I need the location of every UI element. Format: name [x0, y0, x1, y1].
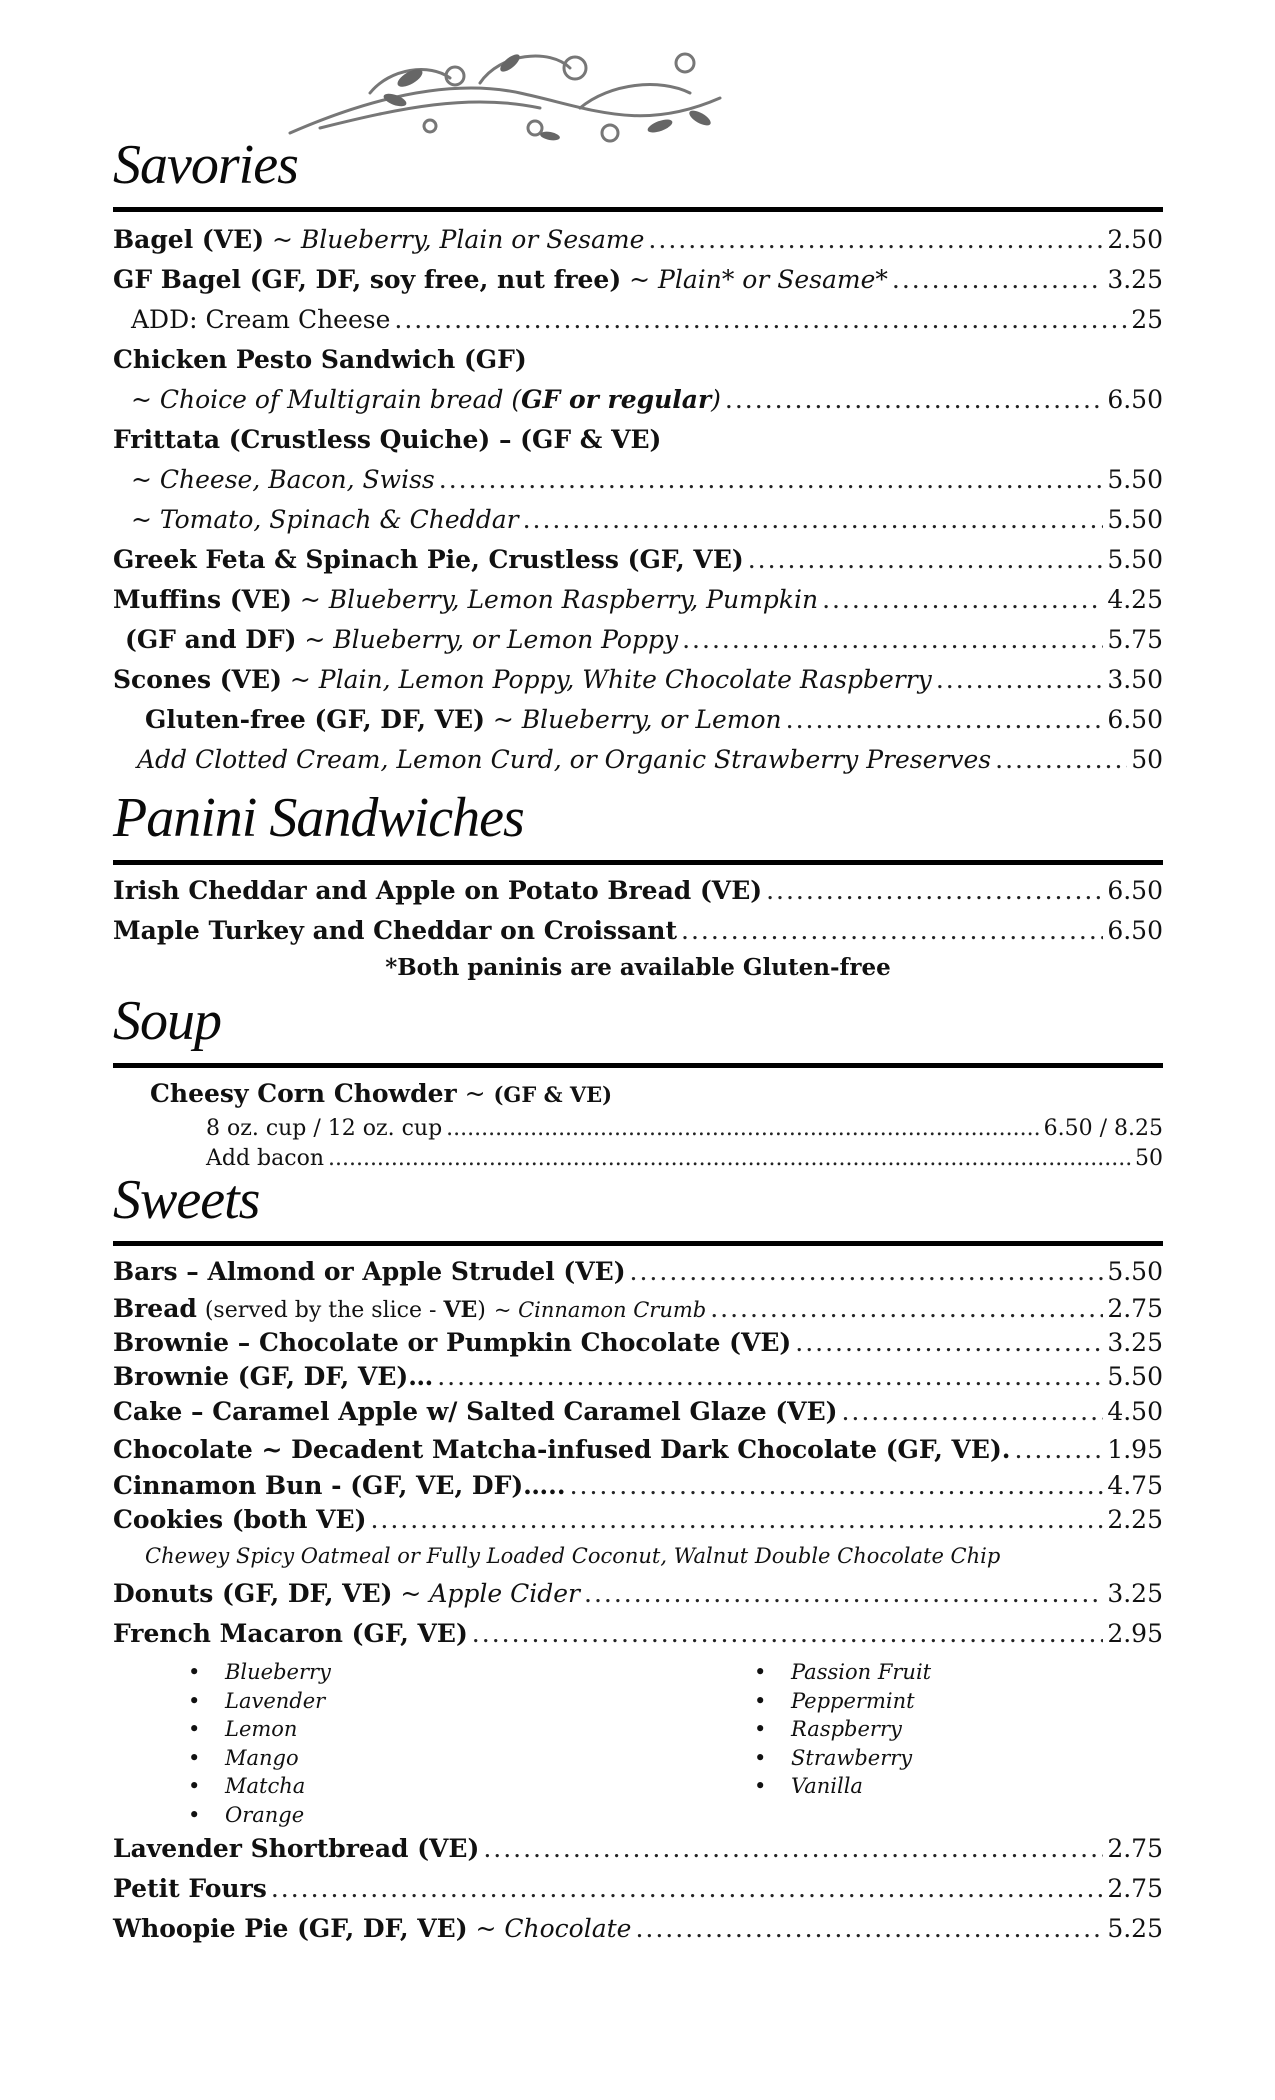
- menu-item-chocolate: [113, 1430, 1163, 1470]
- item-desc: ~ Cheese, Bacon, Swiss: [131, 465, 435, 494]
- menu-item-petit-fours: [113, 1869, 1163, 1909]
- divider-rule: [113, 860, 1163, 865]
- item-desc: ~ Blueberry, or Lemon Poppy: [304, 625, 679, 654]
- item-price: 4.75: [1107, 1471, 1163, 1500]
- item-price: 6.50: [1107, 876, 1163, 905]
- item-name: Bars – Almond or Apple Strudel (VE): [113, 1257, 626, 1286]
- item-price: 5.50: [1107, 1257, 1163, 1286]
- divider-rule: [113, 207, 1163, 212]
- item-detail-bold: VE: [443, 1297, 478, 1323]
- item-name: Gluten-free (GF, DF, VE): [145, 705, 485, 734]
- item-price: 2.25: [1107, 1505, 1163, 1534]
- panini-list: [113, 871, 1163, 985]
- item-name: Maple Turkey and Cheddar on Croissant: [113, 916, 678, 945]
- list-item: • Orange: [188, 1801, 754, 1830]
- item-name: Lavender Shortbread (VE): [113, 1834, 480, 1863]
- menu-item-brownie: [113, 1326, 1163, 1360]
- macaron-flavor-list: [113, 1658, 1163, 1829]
- item-desc: ~ Apple Cider: [400, 1579, 580, 1608]
- item-price: 3.50: [1107, 665, 1163, 694]
- item-price: 5.50: [1107, 545, 1163, 574]
- item-price: 50: [1135, 1146, 1163, 1171]
- menu-item-frittata-cheese: [113, 460, 1163, 500]
- menu-item-bars: [113, 1252, 1163, 1292]
- item-name: Cheesy Corn Chowder: [150, 1079, 457, 1108]
- floral-ornament-icon: [280, 38, 740, 148]
- menu-item-bread: [113, 1292, 1163, 1326]
- item-name: 8 oz. cup / 12 oz. cup: [206, 1116, 443, 1141]
- soup-list: [113, 1074, 1163, 1174]
- item-name: Brownie – Chocolate or Pumpkin Chocolate (VE): [113, 1328, 792, 1357]
- menu-item-brownie-gf: [113, 1360, 1163, 1394]
- item-desc: ~ Chocolate: [475, 1914, 632, 1943]
- item-price: 25: [1131, 305, 1163, 334]
- menu-item-pesto-option: [113, 380, 1163, 420]
- item-name: Bread: [113, 1294, 197, 1323]
- item-price: 6.50: [1107, 705, 1163, 734]
- item-price: 3.25: [1107, 265, 1163, 294]
- menu-item-cinnamon-bun: [113, 1470, 1163, 1502]
- cookies-note: Chewey Spicy Oatmeal or Fully Loaded Coconut, Walnut Double Chocolate Chip: [145, 1544, 1001, 1568]
- flavor-column-right: [754, 1658, 931, 1829]
- item-name: Donuts (GF, DF, VE): [113, 1579, 393, 1608]
- item-name: Cake – Caramel Apple w/ Salted Caramel Glaze (VE): [113, 1397, 838, 1426]
- menu-item-cookies: [113, 1502, 1163, 1538]
- item-desc: Add Clotted Cream, Lemon Curd, or Organic Strawberry Preserves: [137, 745, 992, 774]
- menu-item-muffins: [113, 580, 1163, 620]
- menu-item-corn-chowder: [113, 1074, 1163, 1114]
- menu-item-muffins-gf: [113, 620, 1163, 660]
- item-name: Bagel (VE): [113, 225, 265, 254]
- item-name: Irish Cheddar and Apple on Potato Bread (VE): [113, 876, 763, 905]
- menu-item-irish-cheddar: [113, 871, 1163, 911]
- item-name: GF Bagel (GF, DF, soy free, nut free): [113, 265, 622, 294]
- menu-item-cream-cheese: [113, 300, 1163, 340]
- menu-item-feta: [113, 540, 1163, 580]
- list-item: • Blueberry: [188, 1658, 754, 1687]
- item-name: Frittata (Crustless Quiche) – (GF & VE): [113, 425, 662, 454]
- flavor-column-left: [188, 1658, 754, 1829]
- list-item: • Strawberry: [754, 1744, 931, 1773]
- item-price: 2.50: [1107, 225, 1163, 254]
- menu-item-bagel: [113, 220, 1163, 260]
- menu-item-add-bacon: [113, 1144, 1163, 1174]
- item-name: ADD: Cream Cheese: [131, 305, 391, 334]
- menu-item-maple-turkey: [113, 911, 1163, 951]
- item-desc: ~ Cinnamon Crumb: [493, 1298, 707, 1322]
- item-separator: ~: [464, 1079, 486, 1108]
- item-price: 5.25: [1107, 1914, 1163, 1943]
- menu-item-shortbread: [113, 1829, 1163, 1869]
- item-price: 6.50: [1107, 916, 1163, 945]
- item-price: 1.95: [1107, 1435, 1163, 1464]
- menu-item-macaron: [113, 1614, 1163, 1654]
- menu-item-pesto: [113, 340, 1163, 380]
- item-price: 3.25: [1107, 1328, 1163, 1357]
- menu-item-soup-cup: [113, 1114, 1163, 1144]
- item-name: Cookies (both VE): [113, 1505, 367, 1534]
- item-desc: ~ Plain, Lemon Poppy, White Chocolate Raspberry: [289, 665, 932, 694]
- menu-item-scones: [113, 660, 1163, 700]
- item-name: Petit Fours: [113, 1874, 267, 1903]
- item-name: French Macaron (GF, VE): [113, 1619, 468, 1648]
- menu-item-frittata: [113, 420, 1163, 460]
- sweets-list: [113, 1252, 1163, 1949]
- section-title-soup: Soup: [113, 990, 221, 1052]
- item-tags: (GF & VE): [493, 1082, 613, 1107]
- list-item: • Mango: [188, 1744, 754, 1773]
- item-desc: ~ Plain* or Sesame*: [629, 265, 888, 294]
- item-name: Whoopie Pie (GF, DF, VE): [113, 1914, 468, 1943]
- item-desc: ~ Blueberry, Plain or Sesame: [271, 225, 645, 254]
- item-name: Chocolate ~ Decadent Matcha-infused Dark Chocolate (GF, VE).: [113, 1435, 1011, 1464]
- item-detail-end: ): [477, 1298, 486, 1323]
- item-name: Chicken Pesto Sandwich (GF): [113, 345, 527, 374]
- section-title-sweets: Sweets: [113, 1169, 260, 1231]
- panini-note: *Both paninis are available Gluten-free: [385, 954, 891, 981]
- item-name: Brownie (GF, DF, VE)…: [113, 1362, 434, 1391]
- list-item: • Lavender: [188, 1687, 754, 1716]
- list-item: • Matcha: [188, 1772, 754, 1801]
- menu-item-scones-gf: [113, 700, 1163, 740]
- item-name: Scones (VE): [113, 665, 282, 694]
- item-price: 5.75: [1107, 625, 1163, 654]
- menu-item-whoopie-pie: [113, 1909, 1163, 1949]
- list-item: • Peppermint: [754, 1687, 931, 1716]
- menu-item-donuts: [113, 1574, 1163, 1614]
- item-name: Muffins (VE): [113, 585, 292, 614]
- item-price: 4.50: [1107, 1397, 1163, 1426]
- item-desc: ~ Tomato, Spinach & Cheddar: [131, 505, 519, 534]
- item-detail: (served by the slice -: [204, 1298, 444, 1323]
- savories-list: [113, 220, 1163, 780]
- item-price: 5.50: [1107, 465, 1163, 494]
- item-name: Greek Feta & Spinach Pie, Crustless (GF, VE): [113, 545, 744, 574]
- item-price: 6.50 / 8.25: [1043, 1116, 1163, 1141]
- item-name: Cinnamon Bun - (GF, VE, DF)…..: [113, 1471, 566, 1500]
- item-desc-end: ): [711, 385, 721, 414]
- item-name: Add bacon: [206, 1146, 324, 1171]
- item-desc: ~ Blueberry, or Lemon: [492, 705, 782, 734]
- item-name: (GF and DF): [125, 625, 297, 654]
- list-item: • Lemon: [188, 1715, 754, 1744]
- item-desc-bold: GF or regular: [521, 385, 712, 414]
- menu-item-cake: [113, 1394, 1163, 1430]
- list-item: • Vanilla: [754, 1772, 931, 1801]
- menu-item-scone-addons: [113, 740, 1163, 780]
- item-price: 2.75: [1107, 1294, 1163, 1323]
- item-desc: ~ Blueberry, Lemon Raspberry, Pumpkin: [299, 585, 819, 614]
- section-title-panini: Panini Sandwiches: [113, 787, 524, 849]
- item-price: 5.50: [1107, 505, 1163, 534]
- list-item: • Raspberry: [754, 1715, 931, 1744]
- item-price: 3.25: [1107, 1579, 1163, 1608]
- list-item: • Passion Fruit: [754, 1658, 931, 1687]
- divider-rule: [113, 1241, 1163, 1246]
- item-price: 2.75: [1107, 1834, 1163, 1863]
- menu-item-gf-bagel: [113, 260, 1163, 300]
- item-price: 50: [1131, 745, 1163, 774]
- item-price: 5.50: [1107, 1362, 1163, 1391]
- item-price: 2.75: [1107, 1874, 1163, 1903]
- item-price: 6.50: [1107, 385, 1163, 414]
- divider-rule: [113, 1063, 1163, 1068]
- item-price: 2.95: [1107, 1619, 1163, 1648]
- menu-item-frittata-tomato: [113, 500, 1163, 540]
- item-price: 4.25: [1107, 585, 1163, 614]
- item-desc: ~ Choice of Multigrain bread (: [131, 385, 522, 414]
- section-title-savories: Savories: [113, 134, 298, 196]
